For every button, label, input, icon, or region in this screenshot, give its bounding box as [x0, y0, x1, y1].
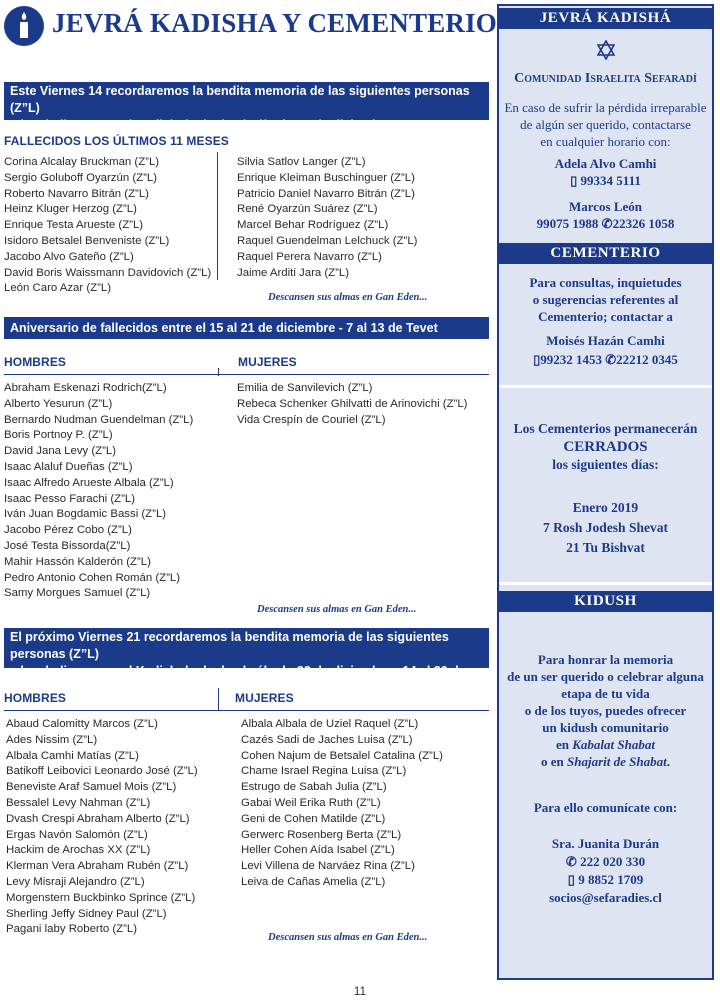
closed-dates: [499, 498, 712, 558]
kidush-phone-row: [499, 853, 712, 870]
name-entry: Levy Misraji Alejandro (Z”L): [6, 875, 145, 888]
name-entry: Emilia de Sanvilevich (Z”L): [237, 382, 373, 394]
section3-rule: [4, 710, 489, 711]
contact1-phone-row: [499, 172, 712, 189]
section3-divider: [218, 688, 219, 710]
section1-banner-line2: y les dedicaremos el Kadish de duelo el sábado 15 de diciembre: [10, 118, 392, 132]
name-entry: Isidoro Betsalel Benveniste (Z”L): [4, 234, 170, 247]
sidebar-intro: [499, 99, 712, 150]
name-entry: Raquel Perera Navarro (Z”L): [237, 250, 382, 263]
kidush-contact-name: Sra. Juanita Durán: [551, 836, 660, 851]
name-entry: Pagani laby Roberto (Z”L): [6, 923, 138, 936]
kidush-mobile-row: [499, 871, 712, 888]
section2-men-heading: HOMBRES: [4, 355, 67, 369]
section3-men-list: [6, 717, 198, 938]
contact2-name: Marcos León: [568, 199, 643, 214]
name-entry: Corina Alcalay Bruckman (Z”L): [4, 156, 160, 168]
kidush-contact-intro: Para ello comunícate con:: [533, 800, 678, 815]
cementerio-info: [499, 274, 712, 325]
name-entry: Sherling Jeffy Sidney Paul (Z”L): [6, 907, 167, 920]
name-entry: Pedro Antonio Cohen Román (Z”L): [4, 571, 181, 584]
section3-banner-line2: y les dedicaremos el Kadish de duelo el sábado 22 de diciembre - 14 al 20 de Tevet: [10, 664, 466, 695]
section2-women-list: [237, 381, 467, 428]
section2-rest-note: Descansen sus almas en Gan Eden...: [257, 604, 417, 615]
page-number: 11: [353, 984, 367, 998]
name-entry: Albala Albala de Uziel Raquel (Z”L): [241, 718, 419, 730]
contact1-mobile: 99334 5111: [580, 173, 641, 188]
sidebar-panel: [497, 4, 714, 980]
name-entry: Batikoff Leibovici Leonardo José (Z”L): [6, 765, 198, 778]
name-entry: Klerman Vera Abraham Rubén (Z”L): [6, 860, 189, 873]
kidush-shabat1: Kabalat Shabat: [572, 737, 655, 752]
name-entry: León Caro Azar (Z”L): [4, 282, 111, 295]
section3-men-heading: HOMBRES: [4, 691, 67, 705]
name-entry: Cohen Najum de Betsalel Catalina (Z”L): [241, 749, 443, 762]
sidebar-cementerio-title: CEMENTERIO: [499, 243, 712, 264]
section2-banner: Aniversario de fallecidos entre el 15 al 21 de diciembre - 7 al 13 de Tevet: [4, 317, 489, 339]
name-entry: Ergas Navón Salomón (Z”L): [6, 828, 148, 841]
section3-rest-note: Descansen sus almas en Gan Eden...: [268, 932, 428, 943]
name-entry: Rebeca Schenker Ghilvatti de Arinovichi (Z”L): [237, 397, 468, 410]
kidush-mobile: 9 8852 1709: [578, 872, 644, 887]
name-entry: Enrique Kleiman Buschinguer (Z”L): [237, 171, 415, 184]
cementerio-phone: 22212 0345: [616, 352, 678, 367]
kidush-en: en: [556, 737, 570, 752]
section3-women-list: [241, 717, 443, 891]
sidebar-kidush-title: KIDUSH: [499, 591, 712, 612]
name-entry: Estrugo de Sabah Julia (Z”L): [241, 781, 387, 794]
section1-banner-line1: Este Viernes 14 recordaremos la bendita memoria de las siguientes personas (Z”L): [10, 84, 470, 115]
kidush-line: Para honrar la memoria: [537, 652, 674, 667]
cementerio-mobile: 99232 1453: [540, 352, 602, 367]
name-entry: Ades Nissim (Z”L): [6, 733, 98, 746]
name-entry: Leiva de Cañas Amelia (Z”L): [241, 875, 386, 888]
closed-notice: [499, 420, 712, 474]
name-entry: Isaac Alfredo Arueste Albala (Z”L): [4, 476, 174, 489]
kidush-oen: o en: [541, 754, 564, 769]
kidush-line: etapa de tu vida: [561, 686, 650, 701]
name-entry: Albala Camhi Matías (Z”L): [6, 749, 139, 762]
section2-rule: [4, 374, 489, 375]
section3-banner-line1: El próximo Viernes 21 recordaremos la bendita memoria de las siguientes personas (Z”L): [10, 630, 449, 661]
page-title: JEVRÁ KADISHA Y CEMENTERIO: [52, 8, 498, 38]
sidebar-community: Comunidad Israelita Sefaradí: [514, 71, 697, 86]
candle-logo-icon: [4, 6, 44, 46]
kidush-line: un kidush comunitario: [542, 720, 669, 735]
mobile-icon: ▯: [567, 872, 575, 887]
sidebar-intro-line: de algún ser querido, contactarse: [520, 117, 691, 132]
name-entry: Isaac Alaluf Dueñas (Z”L): [4, 460, 133, 473]
name-entry: Enrique Testa Arueste (Z”L): [4, 219, 144, 232]
name-entry: Gerwerc Rosenberg Berta (Z”L): [241, 828, 402, 841]
closed-line: CERRADOS: [563, 439, 648, 455]
section2-divider: [218, 368, 219, 376]
name-entry: Dvash Crespi Abraham Alberto (Z”L): [6, 812, 190, 825]
name-entry: Sergio Goluboff Oyarzún (Z”L): [4, 171, 157, 184]
name-entry: Marcel Behar Rodríguez (Z”L): [237, 219, 389, 232]
closed-date: Enero 2019: [572, 500, 639, 515]
name-entry: Jacobo Pérez Cobo (Z”L): [4, 524, 132, 537]
closed-date: 21 Tu Bishvat: [566, 540, 645, 555]
name-entry: Iván Juan Bogdamic Bassi (Z”L): [4, 508, 167, 521]
contact2-phone: 22326 1058: [612, 216, 675, 231]
mobile-icon: ▯: [570, 173, 578, 188]
sidebar-intro-line: En caso de sufrir la pérdida irreparable: [504, 100, 707, 115]
section1-divider: [217, 152, 218, 280]
section1-list-right: [237, 155, 417, 281]
kidush-phone: 222 020 330: [580, 854, 646, 869]
name-entry: Jaime Arditi Jara (Z”L): [237, 266, 350, 279]
kidush-line: o de los tuyos, puedes ofrecer: [524, 703, 687, 718]
name-entry: David Jana Levy (Z”L): [4, 445, 117, 458]
kidush-line: de un ser querido o celebrar alguna: [507, 669, 704, 684]
cementerio-line: Cementerio; contactar a: [538, 309, 673, 324]
phone-icon: ✆: [601, 216, 613, 231]
name-entry: Morgenstern Buckbinko Sprince (Z”L): [6, 891, 196, 904]
name-entry: Cazés Sadi de Jaches Luisa (Z”L): [241, 733, 413, 746]
kidush-shabat2: Shajarit de Shabat: [567, 754, 667, 769]
name-entry: Levi Villena de Narváez Rina (Z”L): [241, 860, 415, 873]
cementerio-phone-row: [499, 351, 712, 368]
name-entry: Geni de Cohen Matilde (Z”L): [241, 812, 386, 825]
name-entry: Chame Israel Regina Luisa (Z”L): [241, 765, 407, 778]
kidush-line: [499, 736, 712, 753]
cementerio-line: Para consultas, inquietudes: [529, 275, 682, 290]
mobile-icon: ▯: [533, 352, 541, 367]
section1-list-left: [4, 155, 211, 297]
name-entry: Heller Cohen Aída Isabel (Z”L): [241, 844, 395, 857]
name-entry: Abaud Calomitty Marcos (Z”L): [6, 718, 158, 730]
section3-banner: [4, 628, 489, 695]
kidush-info: [499, 651, 712, 770]
name-entry: Bessalel Levy Nahman (Z”L): [6, 796, 151, 809]
name-entry: Jacobo Alvo Gateño (Z”L): [4, 250, 134, 263]
name-entry: Isaac Pesso Farachi (Z”L): [4, 492, 136, 505]
name-entry: Bernardo Nudman Guendelman (Z”L): [4, 413, 194, 426]
sidebar-intro-line: en cualquier horario con:: [540, 134, 671, 149]
phone-icon: ✆: [605, 352, 617, 367]
section3-women-heading: MUJERES: [235, 691, 294, 705]
name-entry: Alberto Yesurun (Z”L): [4, 397, 113, 410]
cementerio-contact-name: Moisés Hazán Camhi: [546, 333, 665, 348]
name-entry: David Boris Waissmann Davidovich (Z”L): [4, 266, 212, 279]
name-entry: Patricio Daniel Navarro Bitrán (Z”L): [237, 187, 415, 200]
name-entry: José Testa Bissorda(Z”L): [4, 539, 131, 552]
closed-date: 7 Rosh Jodesh Shevat: [543, 520, 668, 535]
name-entry: Raquel Guendelman Lelchuck (Z”L): [237, 234, 418, 247]
star-of-david-icon: [499, 40, 712, 64]
name-entry: Mahir Hassón Kalderón (Z”L): [4, 555, 151, 568]
contact1-name: Adela Alvo Camhi: [554, 156, 657, 171]
cementerio-line: o sugerencias referentes al: [532, 292, 679, 307]
phone-icon: ✆: [565, 854, 577, 869]
sidebar-kadisha-title: JEVRÁ KADISHÁ: [499, 8, 712, 29]
sidebar-separator: [499, 385, 712, 388]
name-entry: Beneviste Araf Samuel Mois (Z”L): [6, 781, 177, 794]
name-entry: Boris Portnoy P. (Z”L): [4, 429, 113, 442]
closed-line: Los Cementerios permanecerán: [513, 421, 698, 436]
name-entry: Samy Morgues Samuel (Z”L): [4, 587, 151, 600]
contact2-mobile: 99075 1988: [536, 216, 599, 231]
name-entry: Gabai Weil Erika Ruth (Z”L): [241, 796, 381, 809]
name-entry: René Oyarzún Suárez (Z”L): [237, 203, 378, 216]
contact2-phone-row: [499, 215, 712, 232]
name-entry: Roberto Navarro Bitrán (Z”L): [4, 187, 149, 200]
name-entry: Hackim de Arochas XX (Z”L): [6, 844, 151, 857]
name-entry: Heinz Kluger Herzog (Z”L): [4, 203, 137, 216]
section1-heading: FALLECIDOS LOS ÚLTIMOS 11 MESES: [4, 134, 229, 148]
kidush-line: [499, 753, 712, 770]
closed-line: los siguientes días:: [552, 457, 659, 472]
section1-rest-note: Descansen sus almas en Gan Eden...: [268, 292, 428, 303]
section1-banner: [4, 82, 489, 132]
name-entry: Abraham Eskenazi Rodrich(Z”L): [4, 382, 167, 394]
sidebar-separator: [499, 582, 712, 585]
kidush-email[interactable]: socios@sefaradies.cl: [549, 890, 662, 905]
section2-men-list: [4, 381, 193, 602]
kidush-dot: .: [666, 754, 670, 769]
section2-women-heading: MUJERES: [238, 355, 297, 369]
name-entry: Vida Crespín de Couriel (Z”L): [237, 413, 386, 426]
name-entry: Silvia Satlov Langer (Z”L): [237, 156, 366, 168]
